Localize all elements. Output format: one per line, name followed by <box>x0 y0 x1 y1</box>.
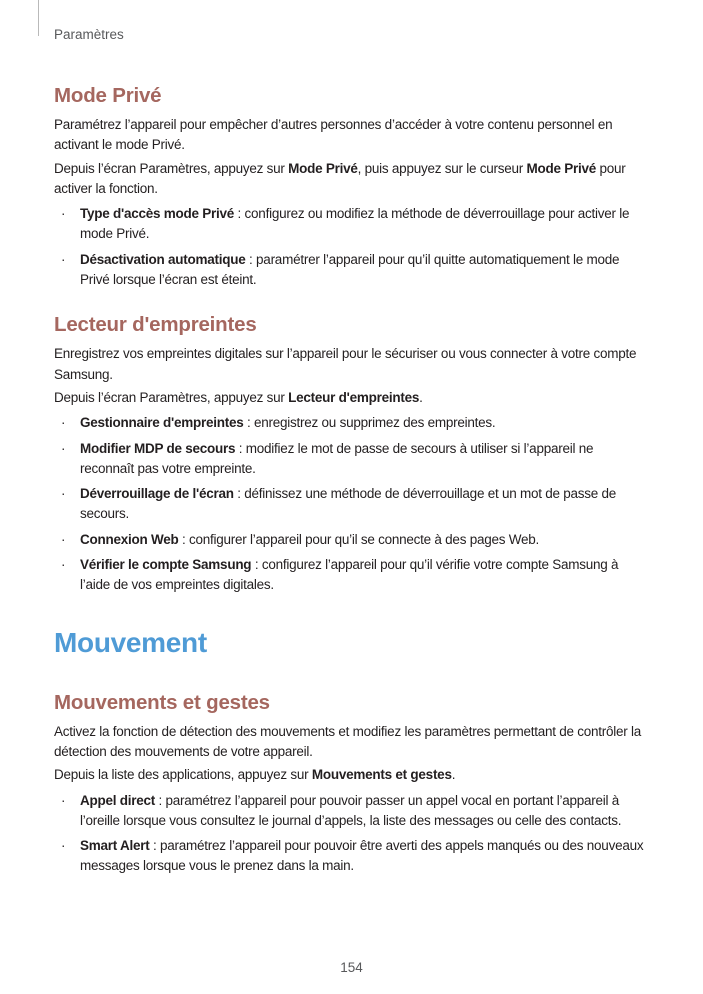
list-item <box>54 530 648 550</box>
bullet-icon: · <box>61 838 66 854</box>
bullet-icon: · <box>61 792 66 808</box>
intro-mouvements-gestes: Activez la fonction de détection des mouvements et modifiez les paramètres permettant de contrôler la détection des mouvements de votre appareil. <box>54 723 642 759</box>
path-switch-name: Mode Privé <box>526 160 597 176</box>
option-description: : configurer l’appareil pour qu’il se connecte à des pages Web. <box>178 531 539 547</box>
path-menu-name: Mode Privé <box>288 160 358 176</box>
option-description: : paramétrez l’appareil pour pouvoir être averti des appels manqués ou des nouveaux messages lorsque vous le prenez dans la main. <box>80 838 644 874</box>
option-term: Modifier MDP de secours <box>80 440 236 456</box>
intro-lecteur-empreintes: Enregistrez vos empreintes digitales sur l’appareil pour le sécuriser ou vous connecter à votre compte Samsung. <box>54 346 637 382</box>
section-lecteur-empreintes <box>54 313 648 595</box>
intro-mode-prive: Paramétrez l’appareil pour empêcher d’autres personnes d’accéder à votre contenu personnel en activant le mode Privé. <box>54 117 613 153</box>
chapter-title: Mouvement <box>54 626 207 658</box>
page-number: 154 <box>340 960 363 975</box>
option-list-lecteur-empreintes <box>54 413 648 595</box>
running-head: Paramètres <box>54 27 124 42</box>
path-text: . <box>451 767 456 783</box>
section-title-mouvements-gestes: Mouvements et gestes <box>54 690 270 714</box>
path-mode-prive <box>54 159 648 200</box>
list-item <box>54 413 648 433</box>
option-description: : paramétrez l’appareil pour pouvoir passer un appel vocal en portant l’appareil à l’oreille lorsque vous consultez le journal d’appels, la liste des messages ou celle des contacts. <box>80 792 622 828</box>
option-description: : paramétrer l’appareil pour qu’il quitte automatiquement le mode Privé lorsque l’écran est éteint. <box>80 251 620 288</box>
path-text: Depuis l’écran Paramètres, appuyez sur <box>54 160 289 176</box>
path-text: Depuis l’écran Paramètres, appuyez sur <box>54 389 289 405</box>
option-term: Smart Alert <box>80 838 150 854</box>
section-title-lecteur-empreintes: Lecteur d'empreintes <box>54 313 257 337</box>
path-mouvements-gestes <box>54 765 648 785</box>
list-item <box>54 836 648 877</box>
page-content <box>54 84 648 877</box>
bullet-icon: · <box>61 531 66 547</box>
list-item <box>54 204 648 245</box>
option-term: Connexion Web <box>80 531 179 547</box>
path-text: . <box>419 389 423 405</box>
option-description: : modifiez le mot de passe de secours à utiliser si l’appareil ne reconnaît pas votre empreinte. <box>80 440 594 476</box>
option-term: Type d'accès mode Privé <box>80 206 235 222</box>
path-text: Depuis la liste des applications, appuyez sur <box>54 767 312 783</box>
section-title-mode-prive: Mode Privé <box>54 84 162 107</box>
option-description: : enregistrez ou supprimez des empreintes. <box>243 415 496 431</box>
option-term: Vérifier le compte Samsung <box>80 557 252 573</box>
path-menu-name: Mouvements et gestes <box>311 767 452 783</box>
option-list-mouvements-gestes <box>54 791 648 877</box>
path-menu-name: Lecteur d'empreintes <box>288 389 420 405</box>
list-item <box>54 555 648 596</box>
bullet-icon: · <box>61 251 66 267</box>
bullet-icon: · <box>61 557 66 573</box>
chapter-mouvement <box>54 626 648 877</box>
option-description: : configurez ou modifiez la méthode de déverrouillage pour activer le mode Privé. <box>80 206 630 242</box>
section-mode-prive <box>54 84 648 290</box>
bullet-icon: · <box>61 206 66 222</box>
path-text: , puis appuyez sur le curseur <box>357 160 527 176</box>
list-item <box>54 791 648 832</box>
option-term: Appel direct <box>80 792 156 808</box>
bullet-icon: · <box>61 415 66 431</box>
option-list-mode-prive <box>54 204 648 290</box>
list-item <box>54 439 648 480</box>
option-description: : définissez une méthode de déverrouillage et un mot de passe de secours. <box>80 486 617 522</box>
header-corner-rule <box>38 0 39 36</box>
option-description: : configurez l’appareil pour qu’il vérifie votre compte Samsung à l’aide de vos empreintes digitales. <box>80 557 619 593</box>
option-term: Gestionnaire d'empreintes <box>80 415 244 431</box>
bullet-icon: · <box>61 486 66 502</box>
option-term: Déverrouillage de l'écran <box>80 486 234 502</box>
list-item <box>54 484 648 525</box>
option-term: Désactivation automatique <box>80 251 246 267</box>
bullet-icon: · <box>61 440 66 456</box>
list-item <box>54 250 648 291</box>
path-text: pour activer la fonction. <box>54 160 626 196</box>
path-lecteur-empreintes <box>54 388 648 408</box>
